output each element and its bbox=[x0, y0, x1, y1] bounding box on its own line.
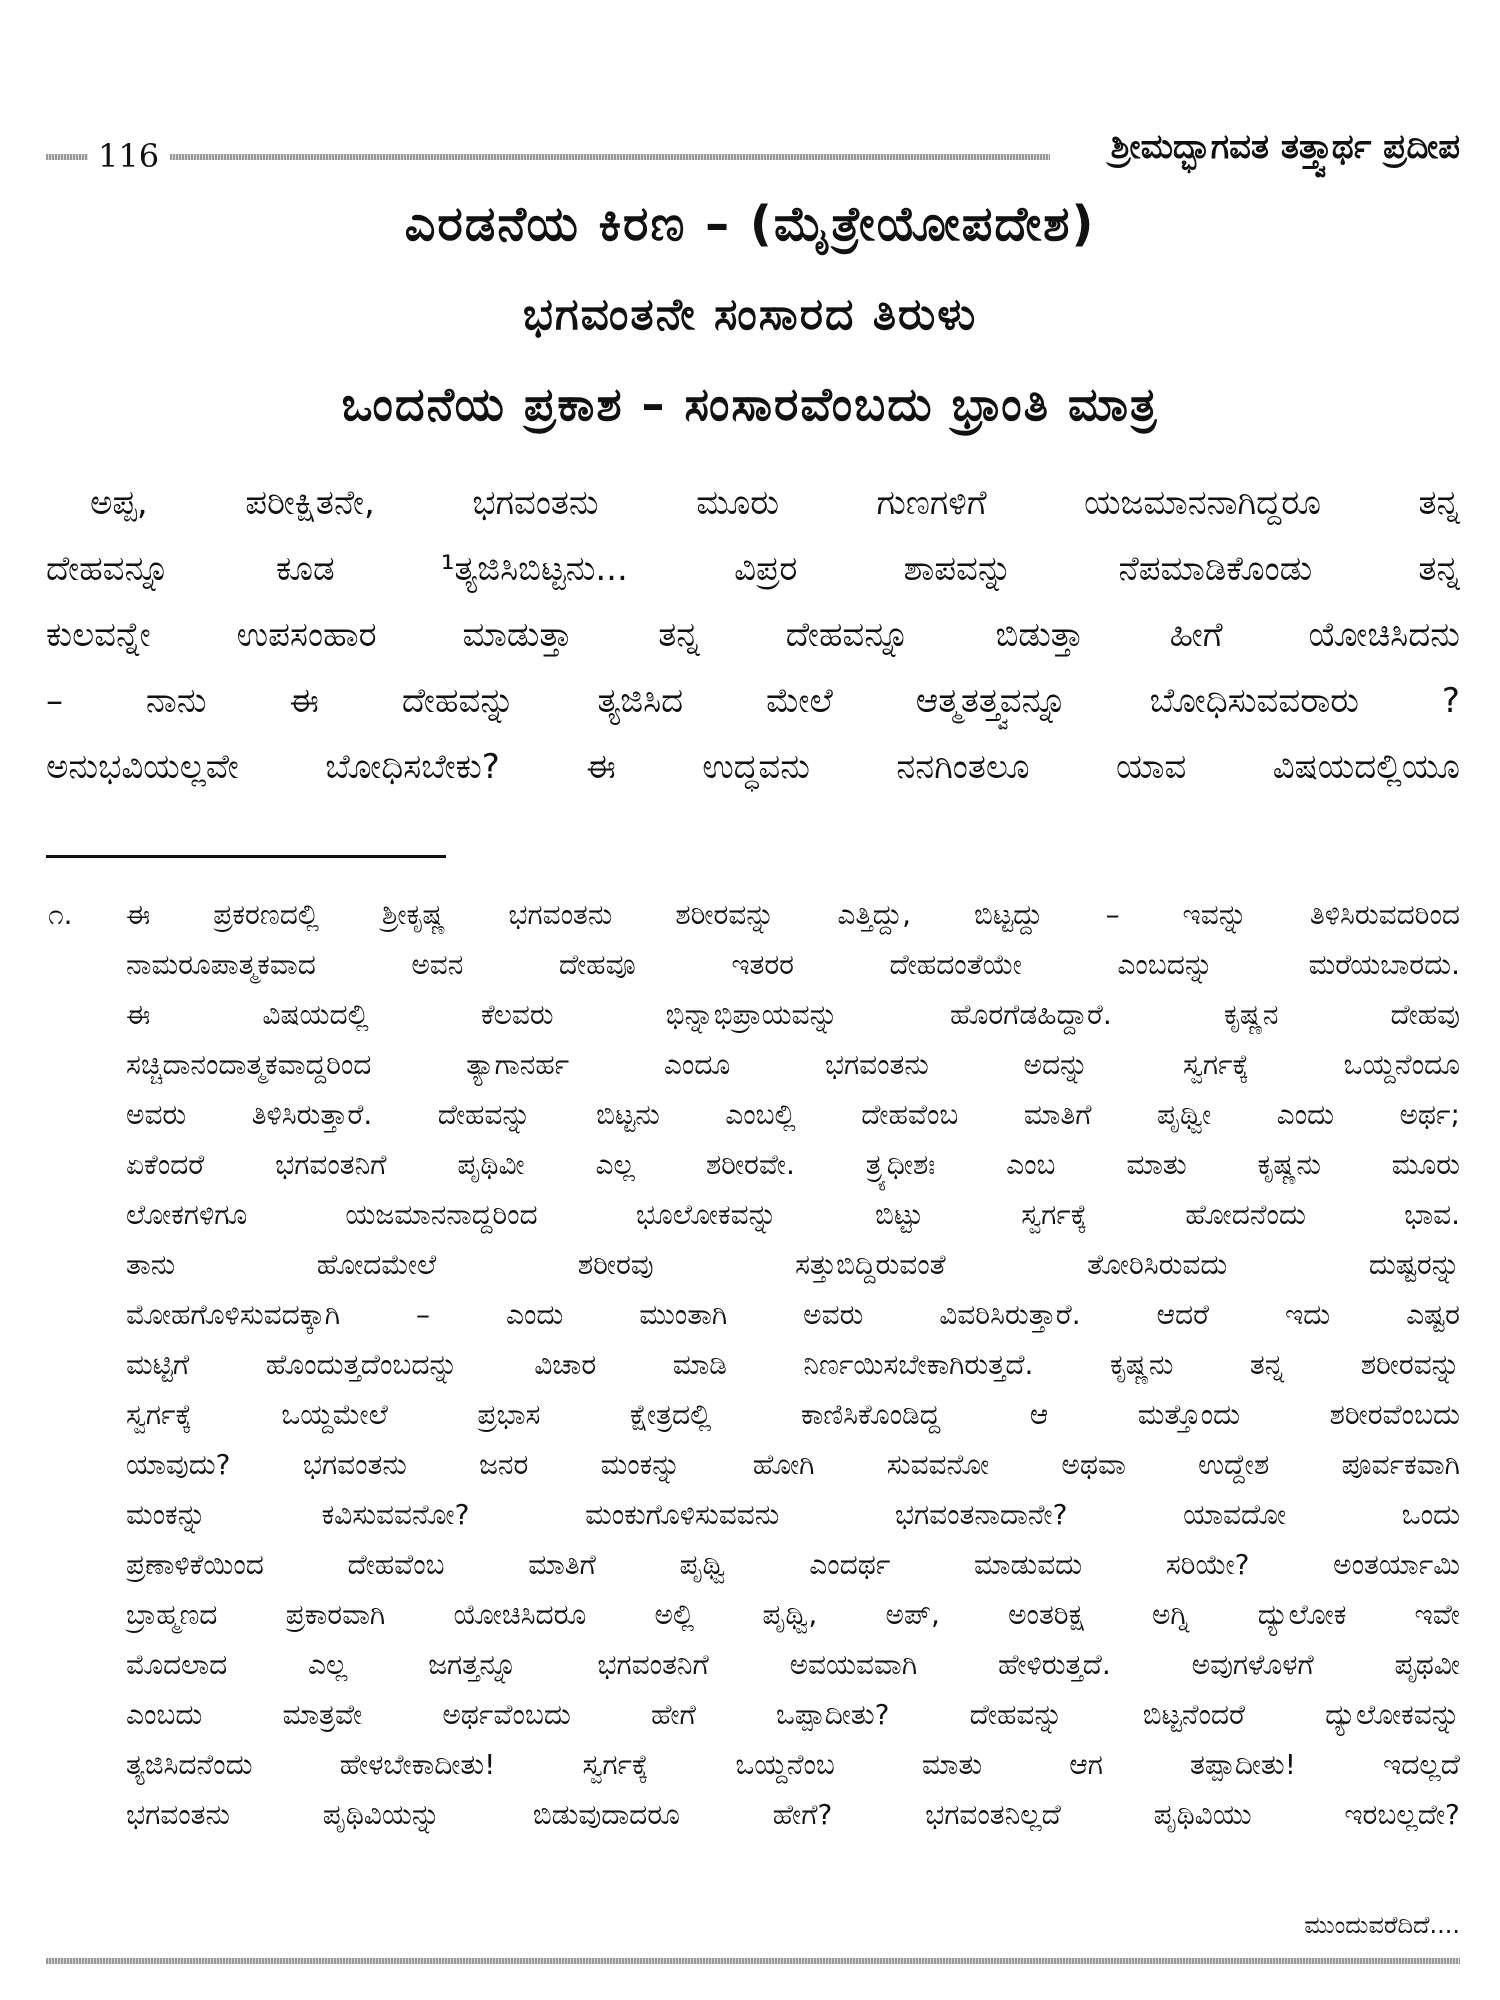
footnote-separator bbox=[46, 855, 446, 858]
section-title: ಒಂದನೆಯ ಪ್ರಕಾಶ – ಸಂಸಾರವೆಂಬದು ಭ್ರಾಂತಿ ಮಾತ್ರ bbox=[341, 377, 1159, 431]
header-rule bbox=[170, 154, 1050, 160]
page-number: 116 bbox=[98, 137, 160, 175]
footer-rule bbox=[46, 1958, 1460, 1964]
footnote-line: ತಾನು ಹೋದಮೇಲೆ ಶರೀರವು ಸತ್ತುಬಿದ್ದಿರುವಂತೆ ತೋರಿಸಿರುವದು ದುಷ್ಟರನ್ನು bbox=[126, 1248, 1460, 1281]
body-line: ಅಪ್ಪ, ಪರೀಕ್ಷಿತನೇ, ಭಗವಂತನು ಮೂರು ಗುಣಗಳಿಗೆ ಯಜಮಾನನಾಗಿದ್ದರೂ ತನ್ನ bbox=[90, 483, 1460, 523]
footnote-line: ಯಾವುದು? ಭಗವಂತನು ಜನರ ಮಂಕನ್ನು ಹೋಗಿ ಸುವವನೋ ಅಥವಾ ಉದ್ದೇಶ ಪೂರ್ವಕವಾಗಿ bbox=[126, 1448, 1460, 1481]
body-line: ಅನುಭವಿಯಲ್ಲವೇ ಬೋಧಿಸಬೇಕು? ಈ ಉದ್ಧವನು ನನಗಿಂತಲೂ ಯಾವ ವಿಷಯದಲ್ಲಿಯೂ bbox=[46, 747, 1460, 787]
footnote-line: ಅವರು ತಿಳಿಸಿರುತ್ತಾರೆ. ದೇಹವನ್ನು ಬಿಟ್ಟನು ಎಂಬಲ್ಲಿ ದೇಹವೆಂಬ ಮಾತಿಗೆ ಪೃಥ್ವೀ ಎಂದು ಅರ್ಥ; bbox=[126, 1098, 1460, 1131]
footnote-line: ಮೋಹಗೊಳಿಸುವದಕ್ಕಾಗಿ – ಎಂದು ಮುಂತಾಗಿ ಅವರು ವಿವರಿಸಿರುತ್ತಾರೆ. ಆದರೆ ಇದು ಎಷ್ಟರ bbox=[126, 1298, 1460, 1331]
footnote-line: ತ್ಯಜಿಸಿದನೆಂದು ಹೇಳಬೇಕಾದೀತು! ಸ್ವರ್ಗಕ್ಕೆ ಒಯ್ದನೆಂಬ ಮಾತು ಆಗ ತಪ್ಪಾದೀತು! ಇದಲ್ಲದೆ bbox=[126, 1748, 1460, 1781]
footnote-line: ಎಂಬದು ಮಾತ್ರವೇ ಅರ್ಥವೆಂಬದು ಹೇಗೆ ಒಪ್ಪಾದೀತು? ದೇಹವನ್ನು ಬಿಟ್ಟನೆಂದರೆ ದ್ಯುಲೋಕವನ್ನು bbox=[126, 1698, 1460, 1731]
footnote-line: ಮಟ್ಟಿಗೆ ಹೊಂದುತ್ತದೆಂಬದನ್ನು ವಿಚಾರ ಮಾಡಿ ನಿರ್ಣಯಿಸಬೇಕಾಗಿರುತ್ತದೆ. ಕೃಷ್ಣನು ತನ್ನ ಶರೀರವನ್ನು bbox=[126, 1348, 1460, 1381]
footnote-line: ಮೊದಲಾದ ಎಲ್ಲ ಜಗತ್ತನ್ನೂ ಭಗವಂತನಿಗೆ ಅವಯವವಾಗಿ ಹೇಳಿರುತ್ತದೆ. ಅವುಗಳೊಳಗೆ ಪೃಥವೀ bbox=[126, 1648, 1460, 1681]
footnote-line: ಭಗವಂತನು ಪೃಥಿವಿಯನ್ನು ಬಿಡುವುದಾದರೂ ಹೇಗೆ? ಭಗವಂತನಿಲ್ಲದೆ ಪೃಥಿವಿಯು ಇರಬಲ್ಲದೇ? bbox=[126, 1798, 1460, 1831]
body-line: ಕುಲವನ್ನೇ ಉಪಸಂಹಾರ ಮಾಡುತ್ತಾ ತನ್ನ ದೇಹವನ್ನೂ ಬಿಡುತ್ತಾ ಹೀಗೆ ಯೋಚಿಸಿದನು bbox=[46, 615, 1460, 655]
footnote bbox=[126, 890, 1460, 1840]
body-line: ದೇಹವನ್ನೂ ಕೂಡ ¹ತ್ಯಜಿಸಿಬಿಟ್ಟನು... ವಿಪ್ರರ ಶಾಪವನ್ನು ನೆಪಮಾಡಿಕೊಂಡು ತನ್ನ bbox=[46, 549, 1460, 589]
footnote-line: ಏಕೆಂದರೆ ಭಗವಂತನಿಗೆ ಪೃಥಿವೀ ಎಲ್ಲ ಶರೀರವೇ. ತ್ರ್ಯಧೀಶಃ ಎಂಬ ಮಾತು ಕೃಷ್ಣನು ಮೂರು bbox=[126, 1148, 1460, 1181]
body-paragraph bbox=[46, 470, 1460, 800]
footnote-line: ಸ್ವರ್ಗಕ್ಕೆ ಒಯ್ದಮೇಲೆ ಪ್ರಭಾಸ ಕ್ಷೇತ್ರದಲ್ಲಿ ಕಾಣಿಸಿಕೊಂಡಿದ್ದ ಆ ಮತ್ತೊಂದು ಶರೀರವೆಂಬದು bbox=[126, 1398, 1460, 1431]
continued-note: ಮುಂದುವರೆದಿದೆ.... bbox=[1304, 1911, 1460, 1939]
footnote-line: ಪ್ರಣಾಳಿಕೆಯಿಂದ ದೇಹವೆಂಬ ಮಾತಿಗೆ ಪೃಥ್ವಿ ಎಂದರ್ಥ ಮಾಡುವದು ಸರಿಯೇ? ಅಂತರ್ಯಾಮಿ bbox=[126, 1548, 1460, 1581]
book-title: ಶ್ರೀಮದ್ಭಾಗವತ ತತ್ತ್ವಾರ್ಥ ಪ್ರದೀಪ bbox=[1110, 127, 1460, 167]
footnote-marker: ೧. bbox=[48, 898, 73, 931]
footnote-line: ಈ ವಿಷಯದಲ್ಲಿ ಕೆಲವರು ಭಿನ್ನಾಭಿಪ್ರಾಯವನ್ನು ಹೊರಗೆಡಹಿದ್ದಾರೆ. ಕೃಷ್ಣನ ದೇಹವು bbox=[126, 998, 1460, 1031]
footnote-line: ಈ ಪ್ರಕರಣದಲ್ಲಿ ಶ್ರೀಕೃಷ್ಣ ಭಗವಂತನು ಶರೀರವನ್ನು ಎತ್ತಿದ್ದು, ಬಿಟ್ಟದ್ದು – ಇವನ್ನು ತಿಳಿಸಿರುವದರಿಂದ bbox=[126, 898, 1460, 931]
footnote-line: ನಾಮರೂಪಾತ್ಮಕವಾದ ಅವನ ದೇಹವೂ ಇತರರ ದೇಹದಂತೆಯೇ ಎಂಬದನ್ನು ಮರೆಯಬಾರದು. bbox=[126, 948, 1460, 981]
running-header bbox=[46, 127, 1460, 180]
footnote-line: ಲೋಕಗಳಿಗೂ ಯಜಮಾನನಾದ್ದರಿಂದ ಭೂಲೋಕವನ್ನು ಬಿಟ್ಟು ಸ್ವರ್ಗಕ್ಕೆ ಹೋದನೆಂದು ಭಾವ. bbox=[126, 1198, 1460, 1231]
footnote-line: ಸಚ್ಚಿದಾನಂದಾತ್ಮಕವಾದ್ದರಿಂದ ತ್ಯಾಗಾನರ್ಹ ಎಂದೂ ಭಗವಂತನು ಅದನ್ನು ಸ್ವರ್ಗಕ್ಕೆ ಒಯ್ದನೆಂದೂ bbox=[126, 1048, 1460, 1081]
chapter-title: ಎರಡನೆಯ ಕಿರಣ – (ಮೈತ್ರೇಯೋಪದೇಶ) bbox=[404, 196, 1096, 252]
body-line: – ನಾನು ಈ ದೇಹವನ್ನು ತ್ಯಜಿಸಿದ ಮೇಲೆ ಆತ್ಮತತ್ತ್ವವನ್ನೂ ಬೋಧಿಸುವವರಾರು ? bbox=[46, 681, 1460, 721]
chapter-subtitle: ಭಗವಂತನೇ ಸಂಸಾರದ ತಿರುಳು bbox=[522, 289, 978, 340]
footnote-line: ಮಂಕನ್ನು ಕವಿಸುವವನೋ? ಮಂಕುಗೊಳಿಸುವವನು ಭಗವಂತನಾದಾನೇ? ಯಾವದೋ ಒಂದು bbox=[126, 1498, 1460, 1531]
footnote-line: ಬ್ರಾಹ್ಮಣದ ಪ್ರಕಾರವಾಗಿ ಯೋಚಿಸಿದರೂ ಅಲ್ಲಿ ಪೃಥ್ವಿ, ಅಪ್, ಅಂತರಿಕ್ಷ ಅಗ್ನಿ ದ್ಯುಲೋಕ ಇವೇ bbox=[126, 1598, 1460, 1631]
header-rule-left bbox=[46, 154, 88, 160]
